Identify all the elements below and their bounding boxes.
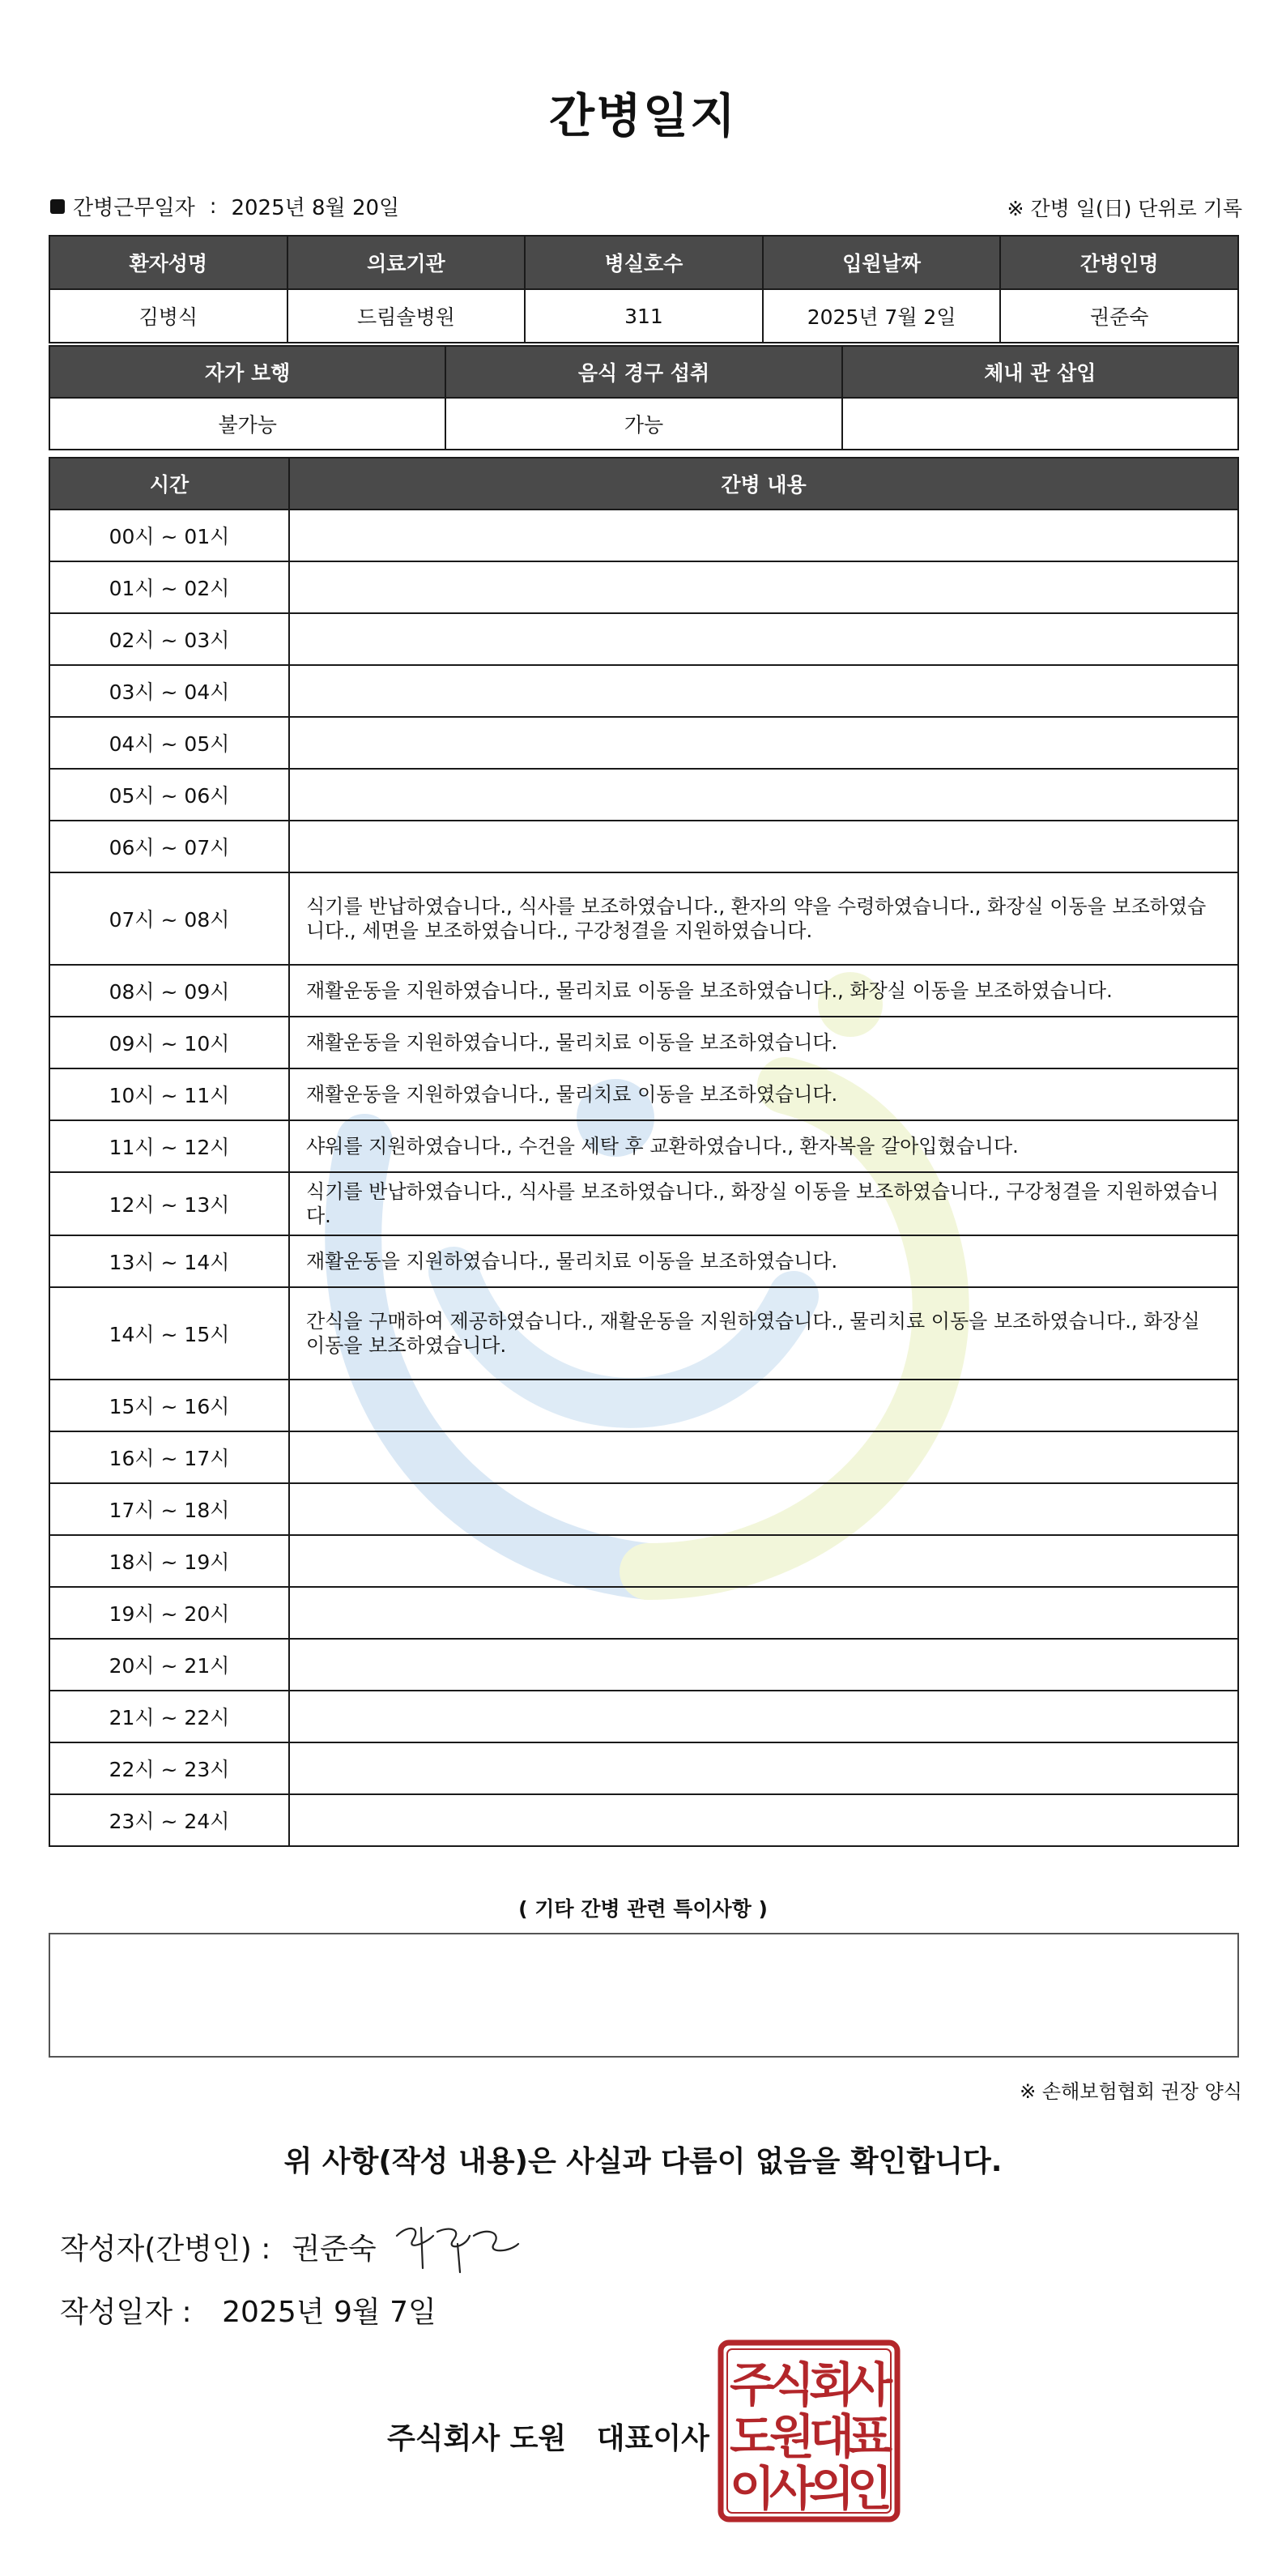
log-content xyxy=(289,510,1238,561)
log-time: 22시 ~ 23시 xyxy=(49,1742,289,1794)
header-patient-name: 환자성명 xyxy=(49,236,287,289)
svg-text:도: 도 xyxy=(729,2409,776,2464)
log-time: 13시 ~ 14시 xyxy=(49,1235,289,1287)
log-time: 20시 ~ 21시 xyxy=(49,1639,289,1691)
log-time: 08시 ~ 09시 xyxy=(49,965,289,1017)
log-row xyxy=(49,717,1238,769)
log-content xyxy=(289,1483,1238,1535)
log-content xyxy=(289,717,1238,769)
log-content: 재활운동을 지원하였습니다., 물리치료 이동을 보조하였습니다. xyxy=(289,1068,1238,1120)
bullet-square-icon xyxy=(50,199,65,214)
log-row xyxy=(49,561,1238,613)
log-row xyxy=(49,613,1238,665)
signature xyxy=(389,2211,526,2276)
log-content: 재활운동을 지원하였습니다., 물리치료 이동을 보조하였습니다. xyxy=(289,1235,1238,1287)
special-notes-label: ( 기타 간병 관련 특이사항 ) xyxy=(518,1897,768,1921)
svg-text:의: 의 xyxy=(808,2461,855,2516)
admission-date: 2025년 7월 2일 xyxy=(763,289,1001,343)
writer-label: 작성자(간병인) : xyxy=(60,2233,271,2266)
work-date-value: 2025년 8월 20일 xyxy=(231,196,400,220)
confirmation-statement: 위 사항(작성 내용)은 사실과 다름이 없음을 확인합니다. xyxy=(283,2145,1003,2178)
log-time: 09시 ~ 10시 xyxy=(49,1017,289,1068)
log-content xyxy=(289,1639,1238,1691)
writer-line xyxy=(60,2226,377,2267)
log-row xyxy=(49,1068,1238,1120)
log-row xyxy=(49,1120,1238,1172)
patient-status-table xyxy=(49,345,1239,450)
log-row xyxy=(49,1587,1238,1639)
header-oral-intake: 음식 경구 섭취 xyxy=(445,346,841,398)
log-time: 00시 ~ 01시 xyxy=(49,510,289,561)
log-time: 14시 ~ 15시 xyxy=(49,1287,289,1380)
log-content xyxy=(289,1431,1238,1483)
log-content xyxy=(289,1587,1238,1639)
log-content xyxy=(289,1691,1238,1742)
log-time: 06시 ~ 07시 xyxy=(49,821,289,872)
log-row xyxy=(49,821,1238,872)
header-room: 병실호수 xyxy=(525,236,763,289)
log-time: 16시 ~ 17시 xyxy=(49,1431,289,1483)
log-content: 재활운동을 지원하였습니다., 물리치료 이동을 보조하였습니다., 화장실 이동을 보조하였습니다. xyxy=(289,965,1238,1017)
svg-text:주: 주 xyxy=(729,2357,776,2412)
header-walking: 자가 보행 xyxy=(49,346,445,398)
log-time: 21시 ~ 22시 xyxy=(49,1691,289,1742)
special-notes-box xyxy=(49,1933,1239,2058)
log-row xyxy=(49,1287,1238,1380)
care-log-table xyxy=(49,457,1239,1847)
log-row xyxy=(49,1017,1238,1068)
log-time: 07시 ~ 08시 xyxy=(49,872,289,965)
log-content xyxy=(289,1794,1238,1846)
log-content: 식기를 반납하였습니다., 식사를 보조하였습니다., 환자의 약을 수령하였습니다., 화장실 이동을 보조하였습니다., 세면을 보조하였습니다., 구강청결을 지원하였습니다. xyxy=(289,872,1238,965)
log-row xyxy=(49,1431,1238,1483)
log-content xyxy=(289,821,1238,872)
log-row xyxy=(49,665,1238,717)
patient-name: 김병식 xyxy=(49,289,287,343)
company-representative: 주식회사 도원 대표이사 xyxy=(387,2422,709,2455)
company-seal xyxy=(718,2339,901,2523)
room-number: 311 xyxy=(525,289,763,343)
log-row xyxy=(49,1235,1238,1287)
log-row xyxy=(49,1172,1238,1235)
log-content xyxy=(289,769,1238,821)
log-time: 12시 ~ 13시 xyxy=(49,1172,289,1235)
tube-status xyxy=(842,398,1238,450)
log-time: 15시 ~ 16시 xyxy=(49,1380,289,1431)
log-content xyxy=(289,1742,1238,1794)
work-date-separator: : xyxy=(209,194,217,219)
svg-text:사: 사 xyxy=(769,2461,815,2516)
log-content: 샤워를 지원하였습니다., 수건을 세탁 후 교환하였습니다., 환자복을 갈아입혔습니다. xyxy=(289,1120,1238,1172)
header-tube: 체내 관 삽입 xyxy=(842,346,1238,398)
log-time: 11시 ~ 12시 xyxy=(49,1120,289,1172)
caregiver-name: 권준숙 xyxy=(1000,289,1238,343)
svg-text:인: 인 xyxy=(846,2461,893,2516)
svg-text:원: 원 xyxy=(769,2409,815,2464)
svg-text:이: 이 xyxy=(729,2461,776,2516)
svg-text:대: 대 xyxy=(808,2409,855,2464)
log-content xyxy=(289,1535,1238,1587)
work-date-label: 간병근무일자 xyxy=(73,196,195,220)
log-row xyxy=(49,872,1238,965)
log-time: 23시 ~ 24시 xyxy=(49,1794,289,1846)
walking-status: 불가능 xyxy=(49,398,445,450)
log-content: 식기를 반납하였습니다., 식사를 보조하였습니다., 화장실 이동을 보조하였습니다., 구강청결을 지원하였습니다. xyxy=(289,1172,1238,1235)
header-hospital: 의료기관 xyxy=(287,236,526,289)
log-content: 간식을 구매하여 제공하였습니다., 재활운동을 지원하였습니다., 물리치료 이동을 보조하였습니다., 화장실 이동을 보조하였습니다. xyxy=(289,1287,1238,1380)
log-row xyxy=(49,1742,1238,1794)
write-date-value: 2025년 9월 7일 xyxy=(222,2296,436,2329)
hospital-name: 드림솔병원 xyxy=(287,289,526,343)
log-row xyxy=(49,1639,1238,1691)
header-care-content: 간병 내용 xyxy=(289,458,1238,510)
work-date xyxy=(50,191,399,221)
patient-info-table xyxy=(49,235,1239,343)
log-time: 01시 ~ 02시 xyxy=(49,561,289,613)
log-row xyxy=(49,1691,1238,1742)
header-time: 시간 xyxy=(49,458,289,510)
log-time: 04시 ~ 05시 xyxy=(49,717,289,769)
log-content xyxy=(289,613,1238,665)
oral-intake-status: 가능 xyxy=(445,398,841,450)
document-title: 간병일지 xyxy=(548,88,738,143)
svg-text:사: 사 xyxy=(846,2357,893,2412)
log-content xyxy=(289,665,1238,717)
log-content xyxy=(289,1380,1238,1431)
log-row xyxy=(49,1535,1238,1587)
svg-text:회: 회 xyxy=(808,2357,855,2412)
log-time: 19시 ~ 20시 xyxy=(49,1587,289,1639)
header-admission-date: 입원날짜 xyxy=(763,236,1001,289)
log-time: 18시 ~ 19시 xyxy=(49,1535,289,1587)
log-row xyxy=(49,965,1238,1017)
log-content xyxy=(289,561,1238,613)
log-time: 03시 ~ 04시 xyxy=(49,665,289,717)
log-time: 02시 ~ 03시 xyxy=(49,613,289,665)
log-row xyxy=(49,1380,1238,1431)
association-note: ※ 손해보험협회 권장 양식 xyxy=(1020,2080,1242,2103)
log-row xyxy=(49,510,1238,561)
svg-text:표: 표 xyxy=(846,2409,893,2464)
log-time: 17시 ~ 18시 xyxy=(49,1483,289,1535)
log-row xyxy=(49,1483,1238,1535)
log-time: 05시 ~ 06시 xyxy=(49,769,289,821)
write-date-label: 작성일자 : xyxy=(60,2296,192,2329)
log-row xyxy=(49,769,1238,821)
header-caregiver: 간병인명 xyxy=(1000,236,1238,289)
writer-name: 권준숙 xyxy=(292,2233,377,2266)
log-content: 재활운동을 지원하였습니다., 물리치료 이동을 보조하였습니다. xyxy=(289,1017,1238,1068)
log-time: 10시 ~ 11시 xyxy=(49,1068,289,1120)
write-date xyxy=(60,2289,436,2331)
log-row xyxy=(49,1794,1238,1846)
svg-text:식: 식 xyxy=(769,2357,815,2412)
record-note: ※ 간병 일(日) 단위로 기록 xyxy=(1007,197,1242,220)
